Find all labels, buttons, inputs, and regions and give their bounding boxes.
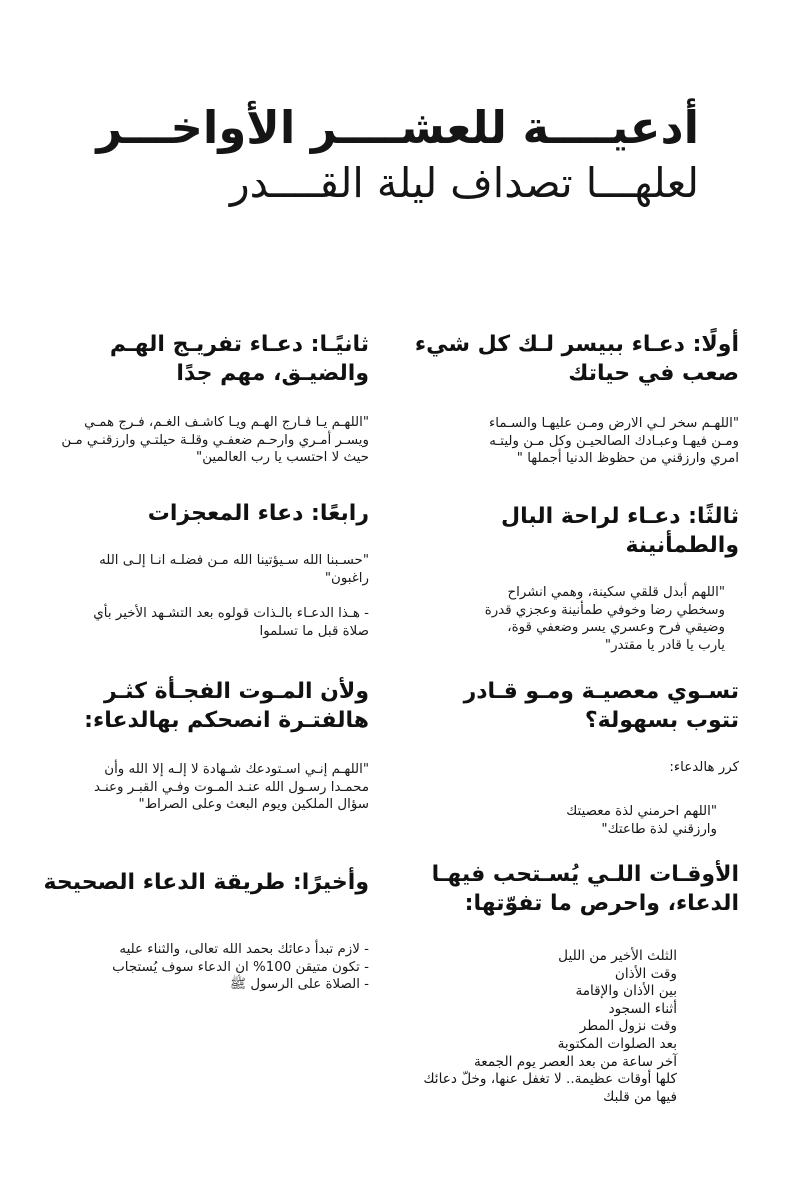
section-body [409,803,739,839]
list-item: بين الأذان والإقامة [575,983,677,1000]
text-line: يارب يا قادر يا مقتدر" [604,637,725,653]
text-line: ويسـر أمـري وارحـم ضعفـي وقلـة حيلتـي وارزقنـي مـن [61,432,369,448]
list-item: - لازم تبدأ دعائك بحمد الله تعالى، والثناء عليه [119,942,369,957]
section-heading: ثالثًا: دعـاء لراحة البال والطمأنينة [501,504,739,558]
text-line: "اللهـم يـا فـارج الهـم ويـا كاشـف الغـم، فـرج همـي [84,415,369,430]
section-third [409,502,739,654]
list-item: فيها من قلبك [603,1088,677,1105]
text-line: وارزقني لذة طاعتك" [601,822,717,837]
text-line: راغبون" [324,570,369,586]
note-line: صلاة قبل ما تسلموا [259,623,369,639]
title-block [79,100,699,214]
section-fifth [409,677,739,839]
section-body [39,414,369,467]
page-title: أدعيــــة للعشــــر الأواخـــر [96,101,699,154]
section-body [39,761,369,814]
section-sixth [39,677,369,814]
section-first [409,330,739,468]
text-line: "حسـبنا الله سـيؤتينا الله مـن فضلـه انـا إلـى الله [99,553,369,568]
list-item: كلها أوقات عظيمة.. لا تغفل عنها، وخلّ دعائك [423,1071,677,1088]
text-line: "اللهم احرمني لذة معصيتك [566,804,717,819]
list-item: بعد الصلوات المكتوبة [557,1035,677,1052]
text-line: "اللهـم سخر لـي الارض ومـن عليهـا والسـماء [488,416,739,431]
section-body [39,941,369,994]
section-body [409,948,739,1106]
section-heading: ولأن المـوت الفجـأة كثـر هالفتـرة انصحكم بهالدعاء: [84,679,369,733]
section-body [39,552,369,640]
section-seventh [409,860,739,1106]
section-fourth [39,499,369,640]
list-item: - تكون متيقن 100% ان الدعاء سوف يُستجاب [112,959,369,975]
text-line: محمـدا رسـول الله عنـد المـوت وفـي القبـر وعنـد [94,779,369,795]
section-heading: ثانيًـا: دعـاء تفريـج الهـم والضيـق، مهم جدًا [109,332,369,386]
text-line: امري وارزقني من حظوظ الدنيا أجملها " [516,451,739,466]
text-line: "اللهـم إنـي اسـتودعك شـهادة لا إلـه إلا الله وأن [104,762,369,777]
text-line: وضيقي فرح وعسري يسر وضعفي قوة، [507,620,725,635]
note-line: - هـذا الدعـاء بالـذات قولوه بعد التشـهد الأخير بأي [93,606,369,621]
section-second [39,330,369,467]
page-subtitle: لعلهـــا تصداف ليلة القــــدر [229,159,699,207]
text-line: سؤال الملكين ويوم البعث وعلى الصراط" [138,797,369,812]
text-line: ومـن فيهـا وعبـادك الصالحيـن وكل مـن وليتـه [489,433,739,449]
list-item: آخر ساعة من بعد العصر يوم الجمعة [473,1053,677,1070]
list-item: وقت الأذان [614,965,677,982]
text-line: حيث لا احتسب يا رب العالمين" [196,450,369,465]
section-eighth [39,868,369,994]
section-body [409,415,739,468]
list-item: أثناء السجود [608,1000,677,1017]
section-heading: رابعًا: دعاء المعجزات [147,501,369,526]
section-heading: وأخيرًا: طريقة الدعاء الصحيحة [43,870,369,895]
text-line: "اللهم أبدل قلقي سكينة، وهمي انشراح [507,585,725,600]
text-line: وسخطي رضا وخوفي طمأنينة وعجزي قدرة [484,602,725,618]
section-heading: تسـوي معصيـة ومـو قـادر تتوب بسهولة؟ [463,679,739,733]
list-item: الثلث الأخير من الليل [558,948,677,964]
section-intro: كرر هالدعاء: [669,760,739,775]
section-body [409,584,739,654]
list-item: وقت نزول المطر [579,1018,677,1035]
list-item: - الصلاة على الرسول ﷺ [229,977,369,992]
section-heading: أولًا: دعـاء ببيسر لـك كل شيء صعب في حياتك [414,332,739,386]
section-heading: الأوقـات اللـي يُسـتحب فيهـا الدعاء، واحرص ما تفوّتها: [431,862,739,916]
